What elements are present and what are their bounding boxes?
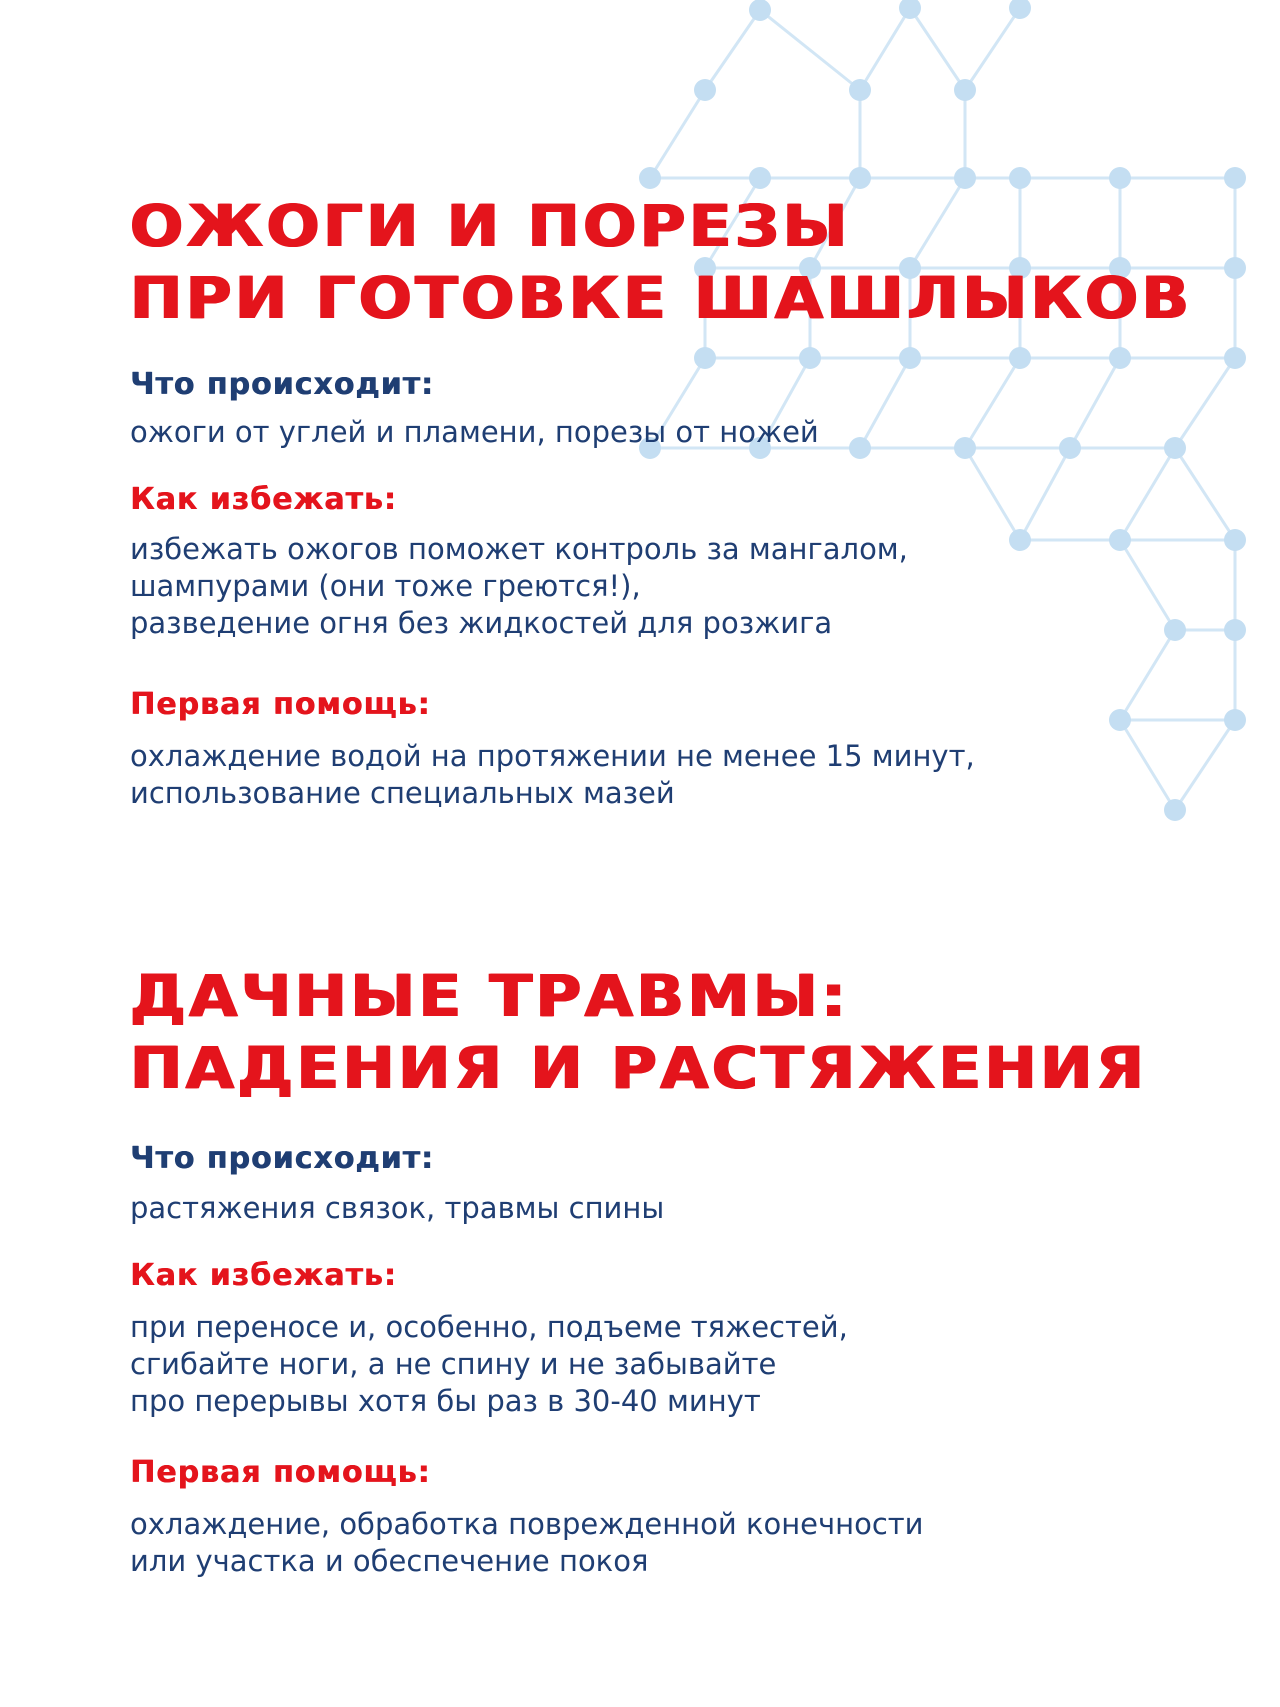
- section-title: [130, 960, 1280, 1104]
- title-line: ПРИ ГОТОВКЕ ШАШЛЫКОВ: [130, 264, 1193, 332]
- hex-node: [1224, 167, 1246, 189]
- text-line: охлаждение водой на протяжении не менее 15 минут,: [130, 739, 975, 773]
- what-happens-label: Что происходит:: [130, 1141, 434, 1176]
- how-to-avoid-label: Как избежать:: [130, 482, 397, 517]
- what-happens-text: [130, 414, 1250, 451]
- hex-node: [639, 167, 661, 189]
- hex-node: [1009, 0, 1031, 19]
- hex-node: [849, 79, 871, 101]
- text-line: сгибайте ноги, а не спину и не забывайте: [130, 1347, 777, 1381]
- text-line: растяжения связок, травмы спины: [130, 1191, 665, 1225]
- hex-edge: [910, 8, 965, 90]
- hex-node: [694, 79, 716, 101]
- text-line: охлаждение, обработка поврежденной конечности: [130, 1507, 924, 1541]
- what-happens-label: Что происходит:: [130, 367, 434, 402]
- hex-node: [1109, 167, 1131, 189]
- text-line: про перерывы хотя бы раз в 30-40 минут: [130, 1384, 761, 1418]
- what-happens-block: [130, 1140, 1250, 1227]
- section-garden-injuries: [130, 960, 1250, 1580]
- first-aid-text: [130, 738, 1250, 812]
- how-to-avoid-text: [130, 1309, 1250, 1420]
- first-aid-label: Первая помощь:: [130, 1455, 431, 1490]
- what-happens-text: [130, 1190, 1250, 1227]
- hex-node: [749, 167, 771, 189]
- text-line: избежать ожогов поможет контроль за мангалом,: [130, 532, 908, 566]
- text-line: разведение огня без жидкостей для розжига: [130, 606, 833, 640]
- hex-node: [954, 167, 976, 189]
- how-to-avoid-text: [130, 531, 1250, 642]
- how-to-avoid-block: [130, 1257, 1250, 1420]
- hex-edge: [965, 8, 1020, 90]
- how-to-avoid-block: [130, 481, 1250, 642]
- hex-edge: [860, 8, 910, 90]
- hex-edge: [760, 10, 860, 90]
- title-line: ПАДЕНИЯ И РАСТЯЖЕНИЯ: [130, 1034, 1148, 1102]
- first-aid-text: [130, 1506, 1250, 1580]
- what-happens-block: [130, 366, 1250, 451]
- text-line: при переносе и, особенно, подъеме тяжестей,: [130, 1310, 848, 1344]
- first-aid-block: [130, 686, 1250, 812]
- text-line: шампурами (они тоже греются!),: [130, 569, 641, 603]
- hex-node: [749, 0, 771, 21]
- text-line: ожоги от углей и пламени, порезы от ножей: [130, 415, 819, 449]
- hex-edge: [705, 10, 760, 90]
- first-aid-block: [130, 1454, 1250, 1580]
- hex-node: [954, 79, 976, 101]
- hex-edge: [650, 90, 705, 178]
- section-burns-cuts: [130, 190, 1250, 812]
- section-title: [130, 190, 1280, 334]
- title-line: ДАЧНЫЕ ТРАВМЫ:: [130, 962, 850, 1030]
- first-aid-label: Первая помощь:: [130, 687, 431, 722]
- how-to-avoid-label: Как избежать:: [130, 1258, 397, 1293]
- text-line: использование специальных мазей: [130, 776, 675, 810]
- text-line: или участка и обеспечение покоя: [130, 1544, 649, 1578]
- hex-node: [899, 0, 921, 19]
- hex-node: [849, 167, 871, 189]
- title-line: ОЖОГИ И ПОРЕЗЫ: [130, 192, 851, 260]
- hex-node: [1009, 167, 1031, 189]
